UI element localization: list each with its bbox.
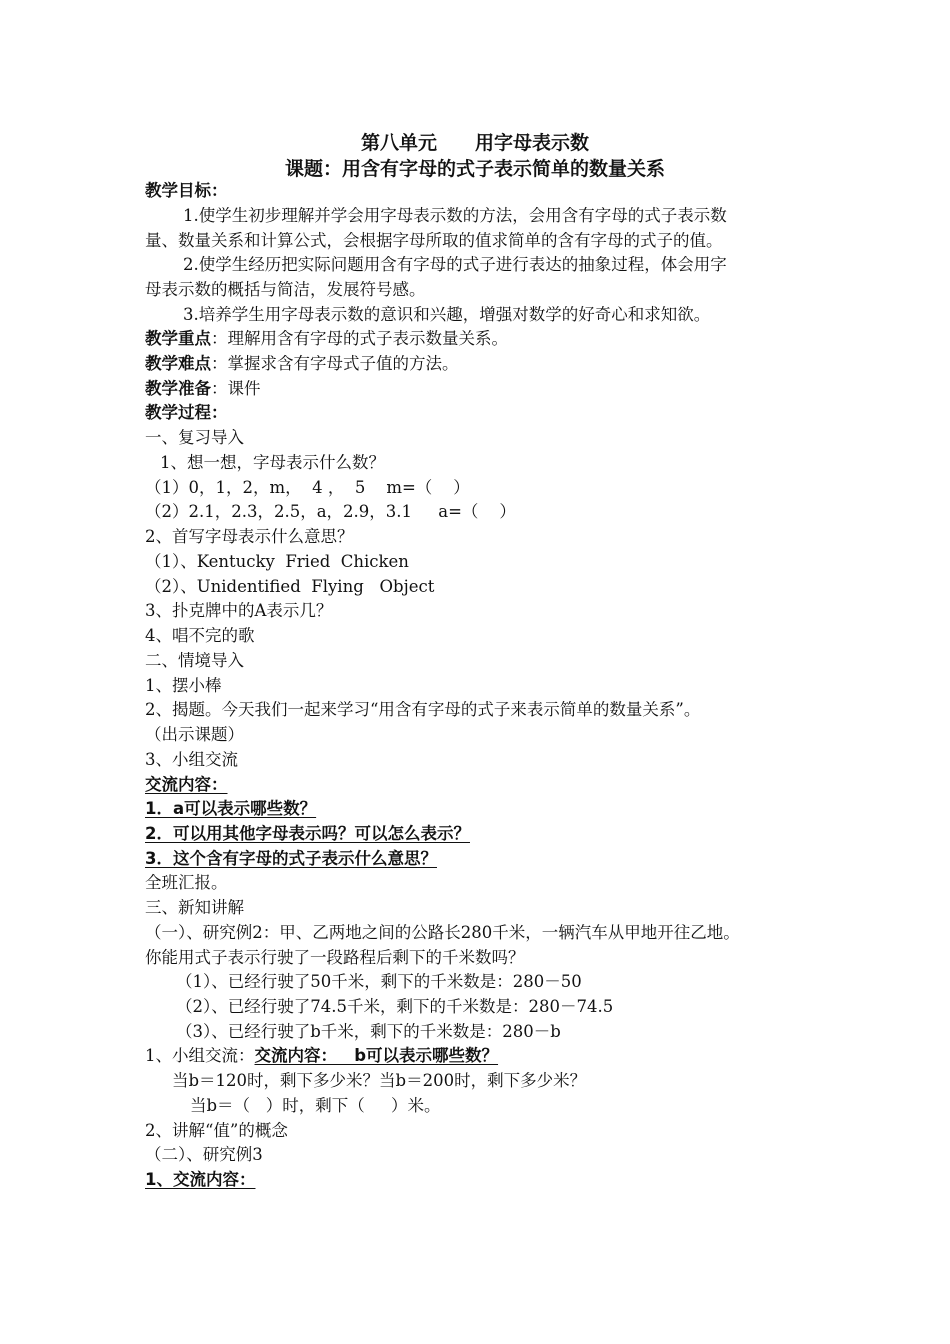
review-heading: 一、复习导入 xyxy=(145,428,244,447)
review-q2: 2、首写字母表示什么意思？ xyxy=(145,527,354,546)
case-2: （2）、已经行驶了74.5千米，剩下的千米数是：280－74.5 xyxy=(176,997,614,1016)
key-point xyxy=(145,328,508,350)
review-q2a: （1）、Kentucky Fried Chicken xyxy=(145,552,409,571)
situation-s3: 3、小组交流 xyxy=(145,750,238,769)
when-question-2: 当b＝（ ）时，剩下（ ）米。 xyxy=(190,1096,441,1115)
review-q1: 1、想一想，字母表示什么数？ xyxy=(160,453,385,472)
review-q4: 4、唱不完的歌 xyxy=(145,626,255,645)
example-2-line-1: （一）、研究例2：甲、乙两地之间的公路长280千米，一辆汽车从甲地开往乙地。 xyxy=(145,923,740,942)
difficulty-text: ：掌握求含有字母式子值的方法。 xyxy=(211,354,459,373)
situation-s2b: （出示课题） xyxy=(145,725,244,744)
group-exchange xyxy=(145,1045,498,1067)
lesson-title: 课题：用含有字母的式子表示简单的数量关系 xyxy=(284,158,665,180)
situation-heading: 二、情境导入 xyxy=(145,651,244,670)
exchange-item-2: 2．可以用其他字母表示吗？可以怎么表示？ xyxy=(145,824,470,843)
situation-s2: 2、揭题。今天我们一起来学习“用含有字母的式子来表示简单的数量关系”。 xyxy=(145,700,701,719)
key-point-text: ：理解用含有字母的式子表示数量关系。 xyxy=(211,329,508,348)
situation-s1: 1、摆小棒 xyxy=(145,676,222,695)
new-knowledge-heading: 三、新知讲解 xyxy=(145,898,244,917)
unit-title: 第八单元 用字母表示数 xyxy=(360,132,589,154)
case-1: （1）、已经行驶了50千米，剩下的千米数是：280－50 xyxy=(176,972,582,991)
exchange-heading: 交流内容： xyxy=(145,775,228,794)
group-exchange-prefix: 1、小组交流： xyxy=(145,1046,255,1065)
preparation-label: 教学准备 xyxy=(145,379,211,398)
goal-2-line-2: 母表示数的概括与简洁，发展符号感。 xyxy=(145,280,426,299)
goals-heading: 教学目标： xyxy=(145,181,228,200)
goal-3: 3.培养学生用字母表示数的意识和兴趣，增强对数学的好奇心和求知欲。 xyxy=(183,305,711,324)
review-q1a: （1）0，1，2，m， 4 ， 5 m=（ ） xyxy=(145,478,470,497)
example-3-exchange: 1、交流内容： xyxy=(145,1170,256,1189)
when-question-1: 当b＝120时，剩下多少米？当b＝200时，剩下多少米？ xyxy=(172,1071,587,1090)
review-q1b: （2）2.1，2.3，2.5，a，2.9，3.1 a=（ ） xyxy=(145,502,516,521)
preparation xyxy=(145,378,261,400)
goal-1-line-1: 1.使学生初步理解并学会用字母表示数的方法，会用含有字母的式子表示数 xyxy=(183,206,727,225)
example-3-heading: （二）、研究例3 xyxy=(145,1145,263,1164)
exchange-item-1: 1．a可以表示哪些数？ xyxy=(145,799,317,818)
key-point-label: 教学重点 xyxy=(145,329,211,348)
difficulty xyxy=(145,353,459,375)
difficulty-label: 教学难点 xyxy=(145,354,211,373)
exchange-item-3: 3．这个含有字母的式子表示什么意思？ xyxy=(145,849,437,868)
preparation-text: ：课件 xyxy=(211,379,261,398)
case-3: （3）、已经行驶了b千米，剩下的千米数是：280－b xyxy=(176,1022,561,1041)
review-q2b: （2）、Unidentified Flying Object xyxy=(145,577,435,596)
group-exchange-content: 交流内容： b可以表示哪些数？ xyxy=(254,1046,499,1065)
class-report: 全班汇报。 xyxy=(145,873,228,892)
process-heading: 教学过程： xyxy=(145,403,228,422)
review-q3: 3、扑克牌中的A表示几？ xyxy=(145,601,333,620)
value-concept: 2、讲解“值”的概念 xyxy=(145,1121,288,1140)
goal-2-line-1: 2.使学生经历把实际问题用含有字母的式子进行表达的抽象过程，体会用字 xyxy=(183,255,727,274)
example-2-line-2: 你能用式子表示行驶了一段路程后剩下的千米数吗？ xyxy=(145,948,525,967)
goal-1-line-2: 量、数量关系和计算公式，会根据字母所取的值求简单的含有字母的式子的值。 xyxy=(145,231,723,250)
